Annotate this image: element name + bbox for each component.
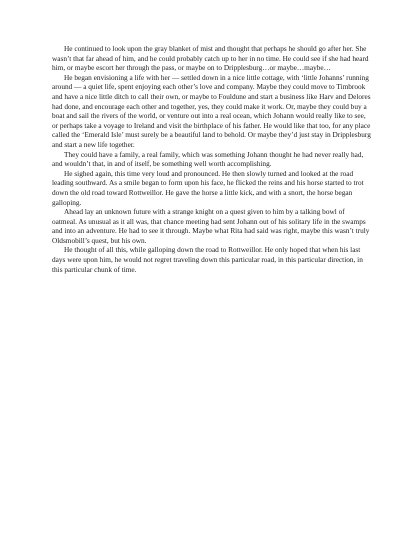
paragraph: He began envisioning a life with her — settled down in a nice little cottage, with ‘little Johanns’ running around — a quiet life, spent enjoying each other’s love and company. Maybe they could move to Timbrook and have a nice little ditch to call their own, or maybe to Fouldune and start a business like Harv and Delores had done, and encourage each other and together, yes, they could make it work. Or, maybe they could buy a boat and sail the rivers of the world, or venture out into a real ocean, which Johann would really like to see, or perhaps take a voyage to Ireland and visit the birthplace of his father. He would like that too, for any place called the ‘Emerald Isle’ must surely be a beautiful land to behold. Or maybe they’d just stay in Dripplesburg and start a new life together.	[52, 72, 371, 149]
body-text	[52, 44, 371, 274]
paragraph: They could have a family, a real family, which was something Johann thought he had never really had, and wouldn’t that, in and of itself, be something well worth accomplishing.	[52, 149, 364, 169]
paragraph: He sighed again, this time very loud and pronounced. He then slowly turned and looked at the road leading southward. As a smile began to form upon his face, he flicked the reins and his horse started to trot down the old road toward Rottweillor. He gave the horse a little kick, and with a snort, the horse began galloping.	[52, 168, 364, 207]
paragraph: He continued to look upon the gray blanket of mist and thought that perhaps he should go after her. She wasn’t that far ahead of him, and he could probably catch up to her in no time. He could see if she had heard him, or maybe escort her through the pass, or maybe on to Dripplesburg…or maybe…maybe…	[52, 44, 369, 73]
paragraph: Ahead lay an unknown future with a strange knight on a quest given to him by a talking bowl of oatmeal. As unusual as it all was, that chance meeting had sent Johann out of his solitary life in the swamps and into an adventure. He had to see it through. Maybe what Rita had said was right, maybe this wasn’t truly Oldsmobill’s quest, but his own.	[52, 207, 370, 245]
paragraph: He thought of all this, while galloping down the road to Rottweillor. He only hoped that when his last days were upon him, he would not regret traveling down this particular road, in this particular direction, in this particular chunk of time.	[52, 245, 363, 274]
